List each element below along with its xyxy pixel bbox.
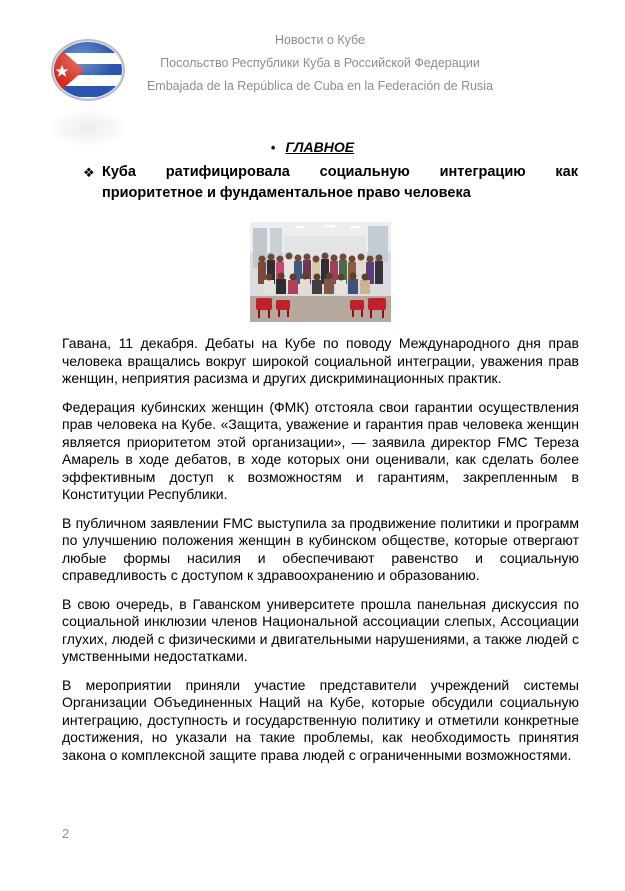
- header-embassy-es: Embajada de la República de Cuba en la Federación de Rusia: [146, 79, 494, 93]
- header-title: Новости о Кубе: [275, 33, 365, 47]
- diamond-bullet-icon: ❖: [83, 165, 95, 180]
- article-body: [62, 335, 579, 775]
- article-paragraph-4: В свою очередь, в Гаванском университете прошла панельная дискуссия по социальной инклюзии членов Национальной ассоциации слепых, Ассоциации глухих, людей с физическими и двигательными нарушениями, а также людей с умственными недостатками.: [62, 595, 579, 664]
- article-paragraph-1: Гавана, 11 декабря. Дебаты на Кубе по поводу Международного дня прав человека вращались вокруг широкой социальной интеграции, уважения прав женщин, неприятия расизма и других дискриминационных практик.: [62, 335, 579, 386]
- section-heading-text: ГЛАВНОЕ: [285, 139, 355, 155]
- group-photo: [250, 222, 391, 322]
- header-embassy-ru: Посольство Республики Куба в Российской Федерации: [160, 56, 480, 70]
- article-title: Куба ратифицировала социальную интеграцию как приоритетное и фундаментальное право человека: [102, 164, 578, 201]
- page-number: 2: [62, 826, 70, 841]
- bullet-icon: •: [270, 140, 276, 155]
- section-heading: [0, 139, 625, 155]
- article-paragraph-2: Федерация кубинских женщин (ФМК) отстояла свои гарантии осуществления прав человека на Кубе. «Защита, уважение и гарантия прав человека женщин является приоритетом этой организации», — заявила директор FMC Тереза Амарель в ходе дебатов, в ходе которых они оценивали, как сделать более эффективным доступ к возможностям и гарантиям, закрепленным в Конституции Республики.: [62, 398, 579, 502]
- article-paragraph-5: В мероприятии приняли участие представители учреждений системы Организации Объединенных Наций на Кубе, которые обсудили социальную интеграцию, доступность и государственную политику и отметили конкретные достижения, но указали на такие проблемы, как необходимость принятия закона о комплексной защите права людей с ограниченными возможностями.: [62, 676, 579, 763]
- cuban-flag-logo-icon: [50, 38, 126, 102]
- article-paragraph-3: В публичном заявлении FMC выступила за продвижение политики и программ по улучшению положения женщин в кубинском обществе, которые отвергают любые формы насилия и обеспечивают равенство и социальную справедливость с доступом к здравоохранению и образованию.: [62, 514, 579, 583]
